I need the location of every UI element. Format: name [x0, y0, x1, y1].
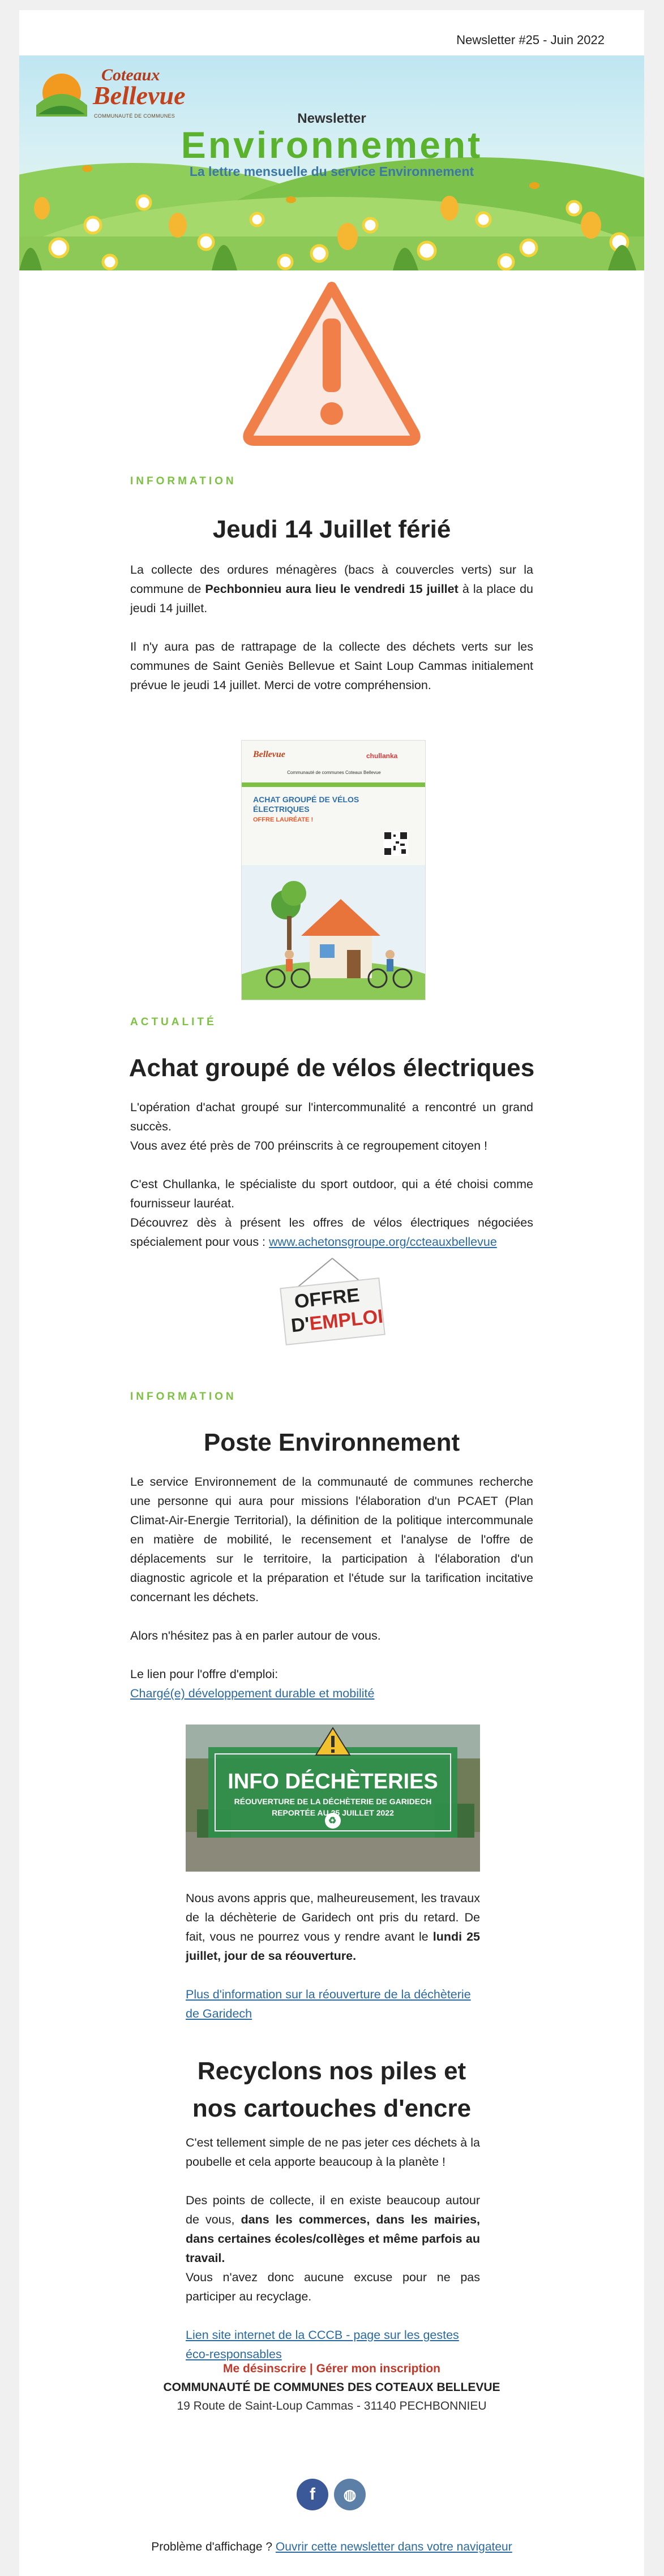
banner-title: Environnement: [181, 124, 483, 166]
footer-org: COMMUNAUTÉ DE COMMUNES DES COTEAUX BELLEVUE: [163, 2381, 500, 2394]
article3-body: [130, 1472, 533, 1703]
recycle-icon: ♻: [328, 1816, 337, 1826]
poster-qr-code: [383, 831, 408, 856]
article1-body: [130, 560, 533, 714]
poster-partner: chullanka: [366, 752, 398, 760]
banner-label: Newsletter: [297, 111, 366, 126]
poster-green-bar: [242, 782, 426, 787]
decheterie-link[interactable]: Plus d'information sur la réouverture de la déchèterie de Garidech: [186, 1988, 471, 2020]
article3-title: Poste Environnement: [203, 1429, 460, 1456]
article2-paragraph-2: Vous avez été près de 700 préinscrits à ce regroupement citoyen !: [130, 1139, 488, 1152]
article3-paragraph-3: Le lien pour l'offre d'emploi:: [130, 1667, 279, 1681]
article2-body: [130, 1098, 533, 1252]
decheterie-title: INFO DÉCHÈTERIES: [228, 1770, 438, 1794]
decheterie-line2: REPORTÉE AU 25 JUILLET 2022: [272, 1808, 394, 1817]
article5-text-bold: dans les commerces, dans les mairies, dans certaines écoles/collèges et même parfois au travail.: [186, 2213, 480, 2265]
article1-text-c: à la place du jeudi 14 juillet.: [130, 582, 533, 615]
achat-groupe-link[interactable]: www.achetonsgroupe.org/ccteauxbellevue: [269, 1235, 497, 1249]
poster-header-text: Communauté de communes Coteaux Bellevue: [287, 770, 381, 775]
edition-label: Newsletter #25 - Juin 2022: [456, 33, 605, 47]
article5-title: [19, 2053, 644, 2127]
article2-title: Achat groupé de vélos électriques: [128, 1054, 535, 1082]
article1-text-a: La collecte des ordures ménagères (bacs à couvercles verts) sur la commune de: [130, 563, 533, 596]
poster-logo: Bellevue: [253, 750, 285, 759]
article4-body: [186, 1889, 480, 2023]
newsletter-sheet: [19, 10, 644, 2576]
website-icon[interactable]: ◍: [334, 2479, 366, 2510]
article5-paragraph-3: Vous n'avez donc aucune excuse pour ne pas participer au recyclage.: [186, 2270, 480, 2303]
article5-title-line1: Recyclons nos piles et: [197, 2057, 466, 2085]
footer-problem: [19, 2540, 644, 2554]
article1-paragraph-2: Il n'y aura pas de rattrapage de la collecte des déchets verts sur les communes de Saint Geniès Bellevue et Saint Loup Cammas initialement prévue le jeudi 14 juillet. Merci de votre compréhension.: [130, 640, 533, 692]
footer-problem-text: Problème d'affichage ?: [151, 2540, 273, 2553]
article3-kicker: INFORMATION: [130, 1391, 237, 1403]
logo-line1: Coteaux: [101, 66, 160, 84]
article1-kicker: INFORMATION: [130, 475, 237, 487]
warning-icon: [241, 279, 422, 449]
poster-title: ACHAT GROUPÉ DE VÉLOS ÉLECTRIQUES: [253, 795, 359, 814]
article5-title-line2: nos cartouches d'encre: [192, 2095, 472, 2122]
article3-paragraph-2: Alors n'hésitez pas à en parler autour de vous.: [130, 1629, 381, 1642]
article5-paragraph-1: C'est tellement simple de ne pas jeter ces déchets à la poubelle et cela apporte beaucoup à la planète !: [186, 2136, 480, 2169]
article4-text: Nous avons appris que, malheureusement, les travaux de la déchèterie de Garidech ont pris du retard. De fait, vous ne pourrez vous y rendre avant le: [186, 1891, 480, 1943]
article3-paragraph-1: Le service Environnement de la communauté de communes recherche une personne qui aura pour missions l'élaboration d'un PCAET (Plan Climat-Air-Energie Territorial), la définition de la politique intercommunale en matière de mobilité, le recensement et l'analyse de l'offre de déplacements sur le territoire, la participation à l'élaboration d'un diagnostic agricole et la préparation et l'étude sur la tarification incitative concernant les déchets.: [130, 1475, 533, 1604]
article2-paragraph-3: C'est Chullanka, le spécialiste du sport outdoor, qui a été choisi comme fournisseur lauréat.: [130, 1177, 533, 1210]
article5-body: [186, 2133, 480, 2364]
offre-line2-prefix: D': [290, 1313, 311, 1337]
logo-line2: Bellevue: [93, 81, 186, 110]
poster-badge: OFFRE LAURÉATE !: [253, 816, 314, 823]
article5-text: Des points de collecte, il en existe beaucoup autour de vous,: [186, 2194, 480, 2226]
poster-house-illustration: [242, 865, 426, 1000]
decheterie-line1: RÉOUVERTURE DE LA DÉCHÈTERIE DE GARIDECH: [234, 1797, 432, 1806]
cccb-link[interactable]: Lien site internet de la CCCB - page sur les gestes éco-responsables: [186, 2328, 459, 2361]
offre-emploi-image[interactable]: [273, 1255, 392, 1345]
velo-poster-image[interactable]: [241, 740, 426, 1000]
article1-text-bold: Pechbonnieu aura lieu le vendredi 15 juillet: [205, 582, 459, 596]
article4-text-bold: lundi 25 juillet, jour de sa réouverture.: [186, 1930, 480, 1963]
article2-paragraph-1: L'opération d'achat groupé sur l'intercommunalité a rencontré un grand succès.: [130, 1100, 533, 1133]
logo-subtitle: COMMUNAUTÉ DE COMMUNES: [94, 113, 175, 119]
article1-title: Jeudi 14 Juillet férié: [212, 515, 451, 543]
offre-emploi-link[interactable]: Chargé(e) développement durable et mobilité: [130, 1687, 375, 1700]
offre-line2-word: EMPLOI: [308, 1305, 384, 1335]
banner-subtitle: La lettre mensuelle du service Environnement: [189, 164, 474, 179]
article2-kicker: ACTUALITÉ: [130, 1016, 217, 1028]
newsletter-banner: [19, 55, 644, 270]
info-decheterie-image[interactable]: [186, 1724, 480, 1872]
facebook-icon[interactable]: f: [297, 2479, 328, 2510]
unsubscribe-link[interactable]: Me désinscrire | Gérer mon inscription: [223, 2362, 440, 2375]
open-in-browser-link[interactable]: Ouvrir cette newsletter dans votre navigateur: [275, 2540, 512, 2553]
offre-line1: OFFRE: [293, 1284, 361, 1313]
article2-paragraph-4: Découvrez dès à présent les offres de vélos électriques négociées spécialement pour vous :: [130, 1216, 533, 1249]
footer-address: 19 Route de Saint-Loup Cammas - 31140 PECHBONNIEU: [177, 2399, 487, 2412]
